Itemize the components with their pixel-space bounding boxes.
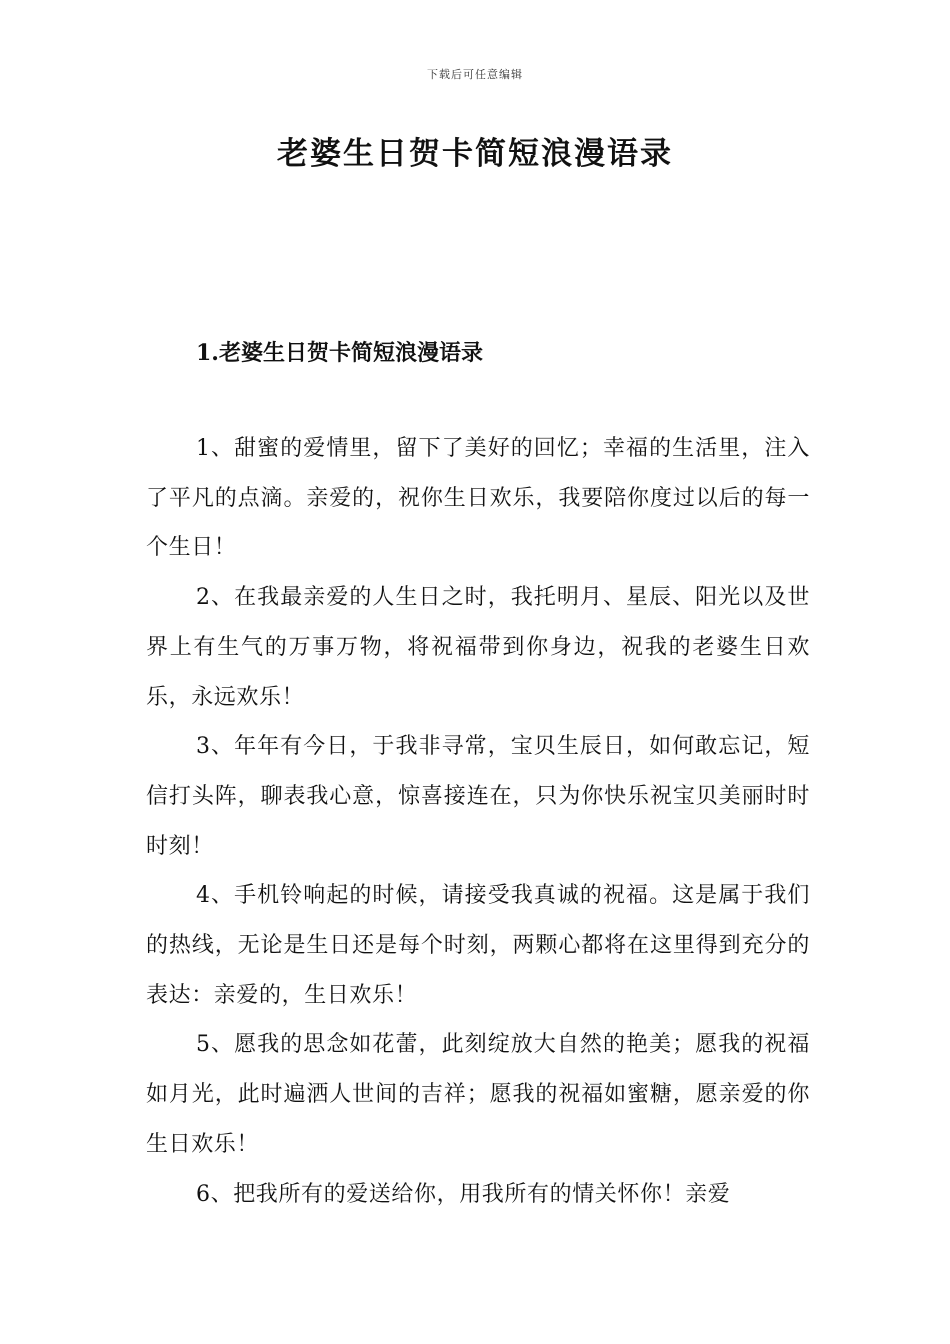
paragraph-6: 6、把我所有的爱送给你，用我所有的情关怀你！亲爱: [196, 1181, 731, 1207]
paragraph-5: 5、愿我的思念如花蕾，此刻绽放大自然的艳美；愿我的祝福如月光，此时遍洒人世间的吉祥；愿我的祝福如蜜糖，愿亲爱的你生日欢乐！: [146, 1032, 810, 1157]
paragraph-2: 2、在我最亲爱的人生日之时，我托明月、星辰、阳光以及世界上有生气的万事万物，将祝福带到你身边，祝我的老婆生日欢乐，永远欢乐！: [146, 585, 810, 710]
paragraph-1: 1、甜蜜的爱情里，留下了美好的回忆；幸福的生活里，注入了平凡的点滴。亲爱的，祝你生日欢乐，我要陪你度过以后的每一个生日！: [146, 436, 810, 561]
paragraph-3: 3、年年有今日，于我非寻常，宝贝生辰日，如何敢忘记，短信打头阵，聊表我心意，惊喜接连在，只为你快乐祝宝贝美丽时时时刻！: [146, 734, 810, 859]
paragraph-4: 4、手机铃响起的时候，请接受我真诚的祝福。这是属于我们的热线，无论是生日还是每个时刻，两颗心都将在这里得到充分的表达：亲爱的，生日欢乐！: [146, 883, 810, 1008]
document-title: 老婆生日贺卡简短浪漫语录: [277, 136, 673, 172]
header-note: 下载后可任意编辑: [427, 68, 523, 81]
section-heading: 1.老婆生日贺卡简短浪漫语录: [196, 340, 483, 366]
body-text: [146, 424, 810, 1219]
